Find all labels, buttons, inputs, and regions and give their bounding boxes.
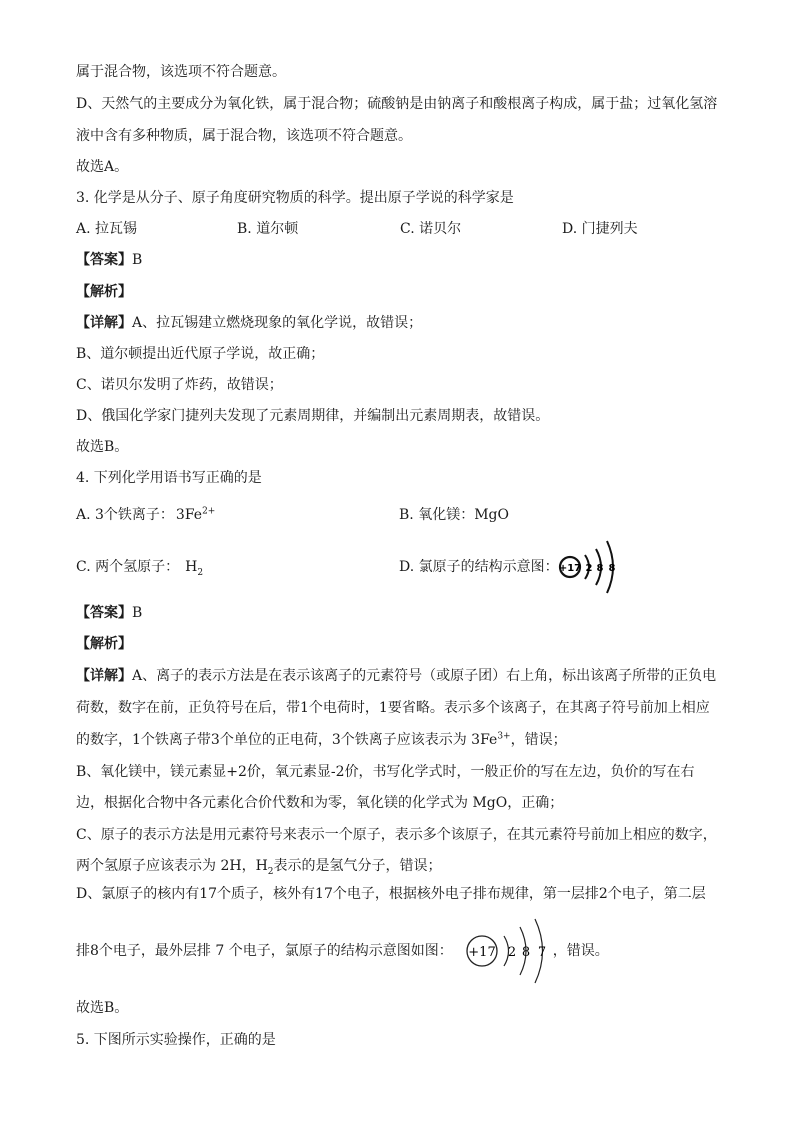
conclusion-line: 故选A。 xyxy=(76,159,129,175)
q4-analysis-tag: 【解析】 xyxy=(76,636,132,652)
q4-option-c xyxy=(76,557,203,577)
q3-option-b: B. 道尔顿 xyxy=(237,221,299,237)
option-text: C. 两个氢原子： xyxy=(76,559,180,575)
q4-conclusion: 故选B。 xyxy=(76,1000,129,1016)
q4-answer xyxy=(76,603,142,623)
q3-conclusion: 故选B。 xyxy=(76,439,129,455)
q3-detail-d: D、俄国化学家门捷列夫发现了元素周期律，并编制出元素周期表，故错误。 xyxy=(76,408,550,424)
chlorine-atom-diagram-option xyxy=(558,537,620,597)
charge: 3+ xyxy=(497,731,511,742)
q3-answer xyxy=(76,250,142,270)
q3-analysis-tag: 【解析】 xyxy=(76,284,132,300)
answer-value: B xyxy=(132,252,143,268)
charge: 2+ xyxy=(202,506,216,517)
q3-option-a: A. 拉瓦锡 xyxy=(76,221,138,237)
shell-count: 8 xyxy=(608,563,616,574)
q3-detail-a xyxy=(76,313,422,333)
q4-option-d: D. 氯原子的结构示意图： xyxy=(399,559,559,575)
shell-count: 2 xyxy=(585,563,593,574)
q4-detail-line: D、氯原子的核内有17个质子，核外有17个电子，根据核外电子排布规律，第一层排2个电子，第二层 xyxy=(76,886,706,902)
q3-detail-b: B、道尔顿提出近代原子学说，故正确； xyxy=(76,346,325,362)
formula: 3Fe xyxy=(175,507,203,523)
q4-detail-line: B、氧化镁中，镁元素显+2价，氧元素显-2价，书写化学式时，一般正价的写在左边，负价的写在右 xyxy=(76,764,695,780)
q4-detail-line xyxy=(76,730,567,750)
paragraph-line: 液中含有多种物质，属于混合物，该选项不符合题意。 xyxy=(76,128,412,144)
paragraph-line: 属于混合物，该选项不符合题意。 xyxy=(76,64,286,80)
formula: H xyxy=(185,559,198,575)
q4-option-a xyxy=(76,505,215,525)
detail-text: 表示的是氢气分子，错误； xyxy=(273,858,442,874)
detail-text: ，错误； xyxy=(510,732,567,748)
q4-option-b: B. 氧化镁：MgO xyxy=(399,507,509,523)
answer-tag: 【答案】 xyxy=(76,252,132,268)
q4-detail-line: C、原子的表示方法是用元素符号来表示一个原子，表示多个该原子，在其元素符号前加上相应的数字， xyxy=(76,827,717,843)
subscript: 2 xyxy=(197,567,204,578)
option-text: A. 3个铁离子： xyxy=(76,507,174,523)
chlorine-atom-diagram-explanation xyxy=(462,916,558,986)
subscript: 2 xyxy=(267,866,274,877)
nucleus-label: +17 xyxy=(558,563,582,574)
shell-count: 7 xyxy=(537,945,547,960)
answer-value: B xyxy=(132,605,143,621)
detail-tag: 【详解】 xyxy=(76,668,132,684)
detail-text: A、离子的表示方法是在表示该离子的元素符号（或原子团）右上角，标出该离子所带的正负电 xyxy=(132,668,717,684)
shell-count: 8 xyxy=(521,945,531,960)
detail-text: 两个氢原子应该表示为 2H，H xyxy=(76,858,268,874)
question-3-stem: 3. 化学是从分子、原子角度研究物质的科学。提出原子学说的科学家是 xyxy=(76,190,514,206)
q3-detail-c: C、诺贝尔发明了炸药，故错误； xyxy=(76,377,283,393)
question-5-stem: 5. 下图所示实验操作，正确的是 xyxy=(76,1032,276,1048)
q4-detail-line: 荷数，数字在前，正负符号在后，带1个电荷时，1要省略。表示多个该离子，在其离子符号前加上相应 xyxy=(76,700,710,716)
nucleus-label: +17 xyxy=(468,945,496,960)
detail-tag: 【详解】 xyxy=(76,315,132,331)
question-4-stem: 4. 下列化学用语书写正确的是 xyxy=(76,470,262,486)
detail-text: 排8个电子，最外层排 7 个电子，氯原子的结构示意图如图： xyxy=(76,943,453,959)
q3-option-c: C. 诺贝尔 xyxy=(400,221,462,237)
paragraph-line: D、天然气的主要成分为氧化铁，属于混合物；硫酸钠是由钠离子和酸根离子构成，属于盐；过氧化氢溶 xyxy=(76,96,718,112)
shell-count: 8 xyxy=(596,563,604,574)
q4-detail-line xyxy=(76,666,716,686)
q4-detail-line: 边，根据化合物中各元素化合价代数和为零，氧化镁的化学式为 MgO，正确； xyxy=(76,795,564,811)
q3-option-d: D. 门捷列夫 xyxy=(562,221,638,237)
detail-text: ，错误。 xyxy=(552,943,609,959)
detail-text: A、拉瓦锡建立燃烧现象的氧化学说，故错误； xyxy=(132,315,423,331)
shell-count: 2 xyxy=(507,945,517,960)
q4-detail-line xyxy=(76,856,442,876)
answer-tag: 【答案】 xyxy=(76,605,132,621)
detail-text: 的数字，1个铁离子带3个单位的正电荷，3个铁离子应该表示为 3Fe xyxy=(76,732,498,748)
